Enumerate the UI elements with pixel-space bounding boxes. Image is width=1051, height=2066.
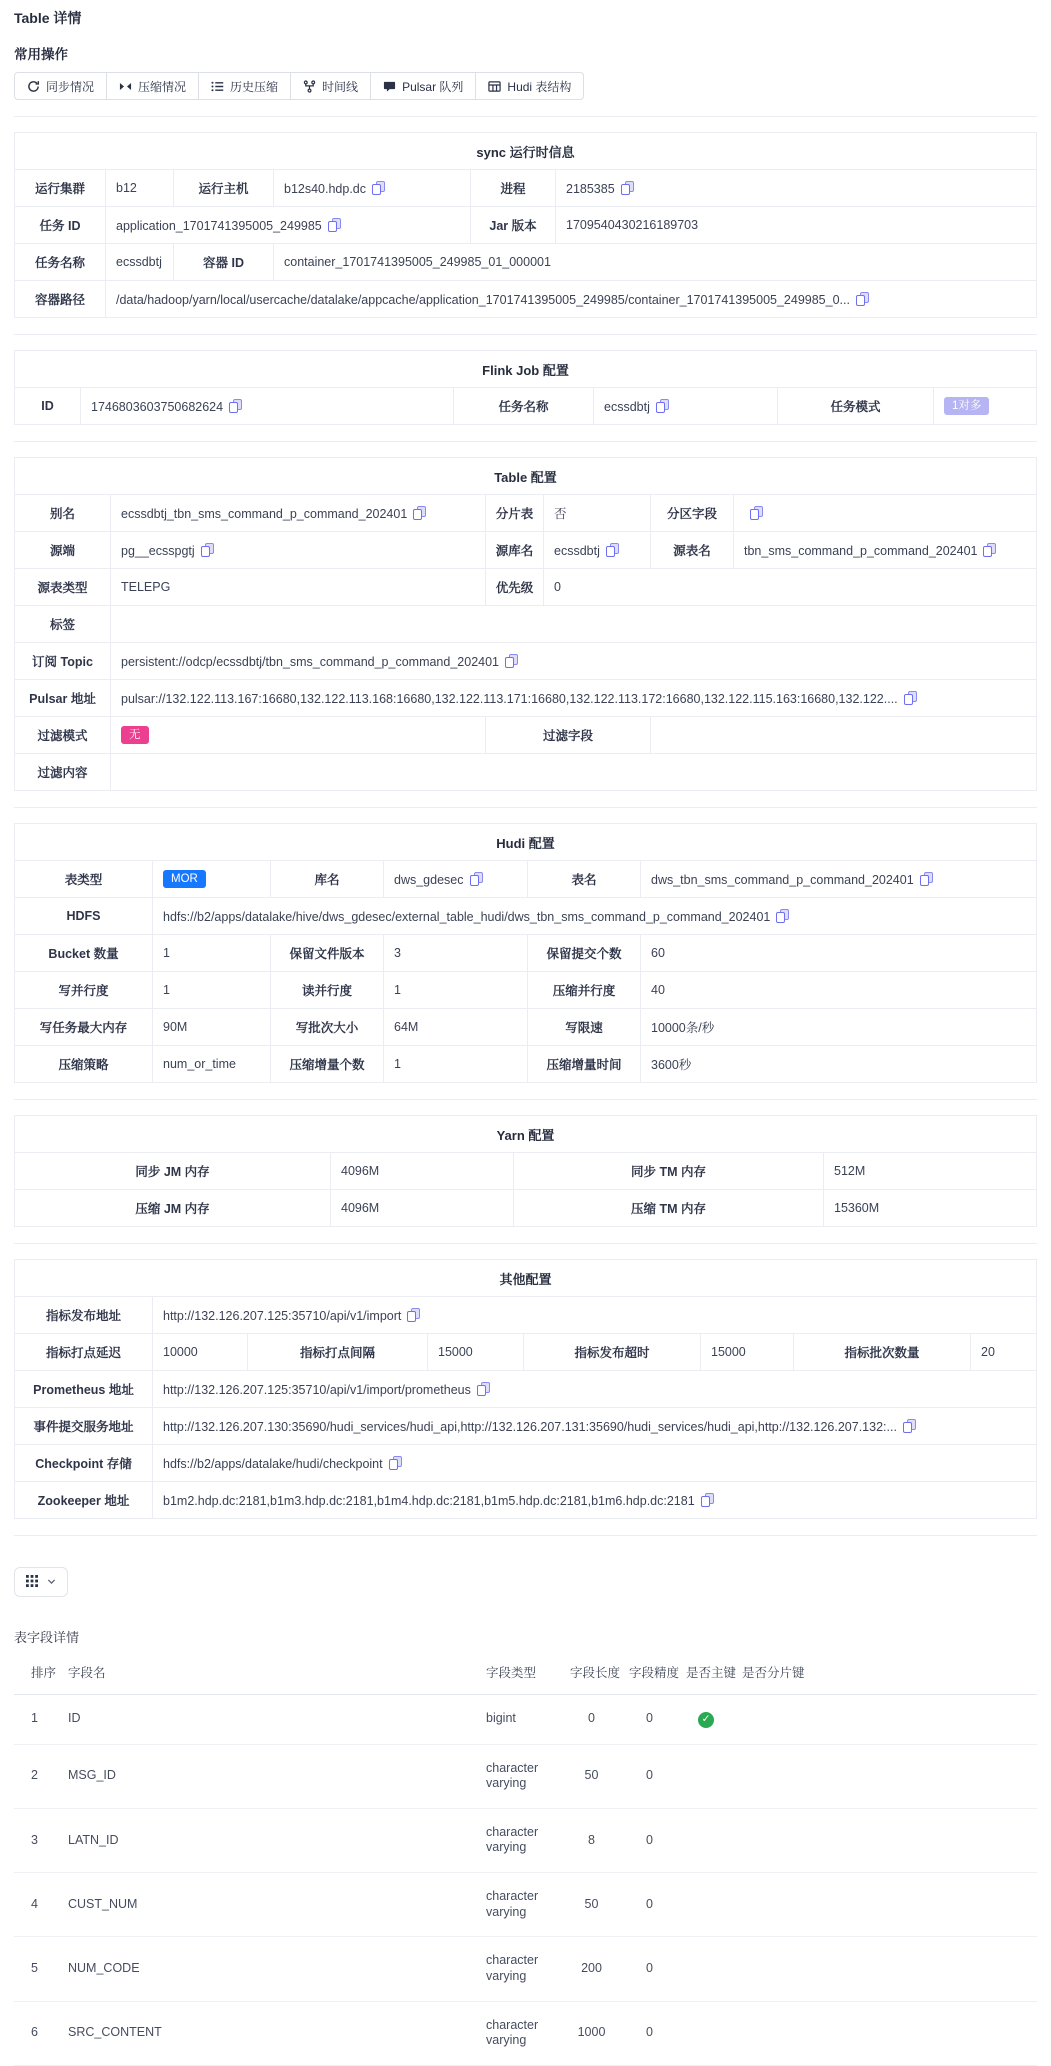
common-actions-title: 常用操作 (14, 47, 68, 62)
column-header: 是否分片键 (734, 1650, 809, 1695)
column-header-spacer (809, 1650, 1037, 1695)
label-cell: 容器路径 (15, 281, 106, 318)
timeline-button[interactable] (290, 72, 371, 100)
field-shard (734, 1808, 809, 1872)
column-header: 是否主键 (678, 1650, 734, 1695)
value-cell: application_1701741395005_249985 (106, 207, 471, 244)
hudi-schema-button[interactable] (475, 72, 584, 100)
label-cell: 压缩增量个数 (271, 1046, 384, 1083)
value-cell: 10000条/秒 (641, 1009, 1037, 1046)
label-cell: 指标发布超时 (524, 1334, 701, 1371)
label-cell: 优先级 (486, 569, 544, 606)
button-label: Pulsar 队列 (402, 79, 464, 94)
copy-icon[interactable] (983, 543, 996, 557)
label-cell: 分片表 (486, 495, 544, 532)
label-cell: 指标打点延迟 (15, 1334, 153, 1371)
label-cell: 同步 TM 内存 (514, 1153, 824, 1190)
copy-icon[interactable] (750, 506, 763, 520)
table-type-badge: MOR (163, 870, 206, 888)
value-cell: 90M (153, 1009, 271, 1046)
label-cell: 事件提交服务地址 (15, 1408, 153, 1445)
value-cell: hdfs://b2/apps/datalake/hive/dws_gdesec/external_table_hudi/dws_tbn_sms_command_p_command_202401 (153, 898, 1037, 935)
table-row (14, 1695, 1037, 1745)
value-cell: b12s40.hdp.dc (274, 170, 471, 207)
table-row (15, 643, 1037, 680)
value-cell: 3 (384, 935, 528, 972)
table-row (15, 1334, 1037, 1371)
label-cell: 读并行度 (271, 972, 384, 1009)
value-cell: 1 (153, 972, 271, 1009)
field-precision: 0 (621, 2001, 678, 2065)
field-seq: 4 (14, 1873, 60, 1937)
copy-icon[interactable] (701, 1493, 714, 1507)
label-cell: Pulsar 地址 (15, 680, 111, 717)
value-cell: b12 (106, 170, 174, 207)
actions-toolbar (14, 72, 584, 100)
grid-icon (25, 1574, 39, 1591)
value-cell (651, 717, 1037, 754)
table-row (15, 1009, 1037, 1046)
value-cell: /data/hadoop/yarn/local/usercache/datalake/appcache/application_1701741395005_249985/container_1701741395005_249985_0... (106, 281, 1037, 318)
value-cell: 否 (544, 495, 651, 532)
table-grid-icon (488, 80, 501, 93)
copy-icon[interactable] (372, 181, 385, 195)
copy-icon[interactable] (201, 543, 214, 557)
other-config-table (14, 1259, 1037, 1519)
field-seq: 6 (14, 2001, 60, 2065)
chevron-down-icon (46, 1575, 57, 1590)
field-shard (734, 1873, 809, 1937)
filter-mode-badge: 无 (121, 726, 149, 744)
label-cell: 运行主机 (174, 170, 274, 207)
value-cell (111, 606, 1037, 643)
field-length: 8 (562, 1808, 621, 1872)
value-cell: b1m2.hdp.dc:2181,b1m3.hdp.dc:2181,b1m4.hdp.dc:2181,b1m5.hdp.dc:2181,b1m6.hdp.dc:2181 (153, 1482, 1037, 1519)
page-title: Table 详情 (14, 10, 82, 26)
field-precision: 0 (621, 1744, 678, 1808)
field-shard (734, 1695, 809, 1745)
value-cell: ecssdbtj (594, 388, 778, 425)
section-divider (14, 116, 1037, 117)
value-cell: 2185385 (556, 170, 1037, 207)
value-cell: persistent://odcp/ecssdbtj/tbn_sms_command_p_command_202401 (111, 643, 1037, 680)
label-cell: Prometheus 地址 (15, 1371, 153, 1408)
field-type: character varying (478, 1808, 562, 1872)
table-row (14, 1744, 1037, 1808)
value-cell: http://132.126.207.125:35710/api/v1/import/prometheus (153, 1371, 1037, 1408)
field-type: character varying (478, 1937, 562, 2001)
value-cell: 10000 (153, 1334, 248, 1371)
copy-icon[interactable] (903, 1419, 916, 1433)
compress-status-button[interactable] (106, 72, 199, 100)
value-cell: 15360M (824, 1190, 1037, 1227)
value-cell: dws_tbn_sms_command_p_command_202401 (641, 861, 1037, 898)
value-cell: 1 (384, 972, 528, 1009)
field-length: 200 (562, 1937, 621, 2001)
value-cell (111, 717, 486, 754)
field-type: character varying (478, 1744, 562, 1808)
copy-icon[interactable] (776, 909, 789, 923)
section-title: sync 运行时信息 (15, 133, 1037, 170)
field-seq: 5 (14, 1937, 60, 2001)
section-title: Flink Job 配置 (15, 351, 1037, 388)
value-cell: 15000 (701, 1334, 794, 1371)
yarn-config-table (14, 1115, 1037, 1227)
field-shard (734, 2001, 809, 2065)
copy-icon[interactable] (389, 1456, 402, 1470)
value-cell: ecssdbtj (106, 244, 174, 281)
field-length: 0 (562, 1695, 621, 1745)
table-row (15, 1153, 1037, 1190)
field-name: NUM_CODE (60, 1937, 478, 2001)
label-cell: 压缩并行度 (528, 972, 641, 1009)
label-cell: 压缩 JM 内存 (15, 1190, 331, 1227)
section-title: 其他配置 (15, 1260, 1037, 1297)
table-fields-table (14, 1650, 1037, 2066)
table-row (15, 495, 1037, 532)
field-length: 50 (562, 1873, 621, 1937)
history-list-icon (211, 80, 224, 93)
label-cell: 压缩策略 (15, 1046, 153, 1083)
field-name: ID (60, 1695, 478, 1745)
table-row (15, 717, 1037, 754)
field-precision: 0 (621, 1695, 678, 1745)
field-precision: 0 (621, 1808, 678, 1872)
label-cell: 过滤字段 (486, 717, 651, 754)
label-cell: 任务 ID (15, 207, 106, 244)
value-cell: TELEPG (111, 569, 486, 606)
field-primary (678, 1873, 734, 1937)
field-seq: 1 (14, 1695, 60, 1745)
label-cell: ID (15, 388, 81, 425)
field-seq: 2 (14, 1744, 60, 1808)
field-type: bigint (478, 1695, 562, 1745)
value-cell: 60 (641, 935, 1037, 972)
label-cell: Bucket 数量 (15, 935, 153, 972)
field-type: character varying (478, 2001, 562, 2065)
value-cell: 4096M (331, 1190, 514, 1227)
label-cell: 指标发布地址 (15, 1297, 153, 1334)
label-cell: Jar 版本 (471, 207, 556, 244)
section-divider (14, 1243, 1037, 1244)
label-cell: 写任务最大内存 (15, 1009, 153, 1046)
field-primary (678, 2001, 734, 2065)
field-name: CUST_NUM (60, 1873, 478, 1937)
field-primary (678, 1808, 734, 1872)
field-type: character varying (478, 1873, 562, 1937)
primary-key-check-icon: ✓ (698, 1712, 714, 1728)
table-header-row (14, 1650, 1037, 1695)
button-label: Hudi 表结构 (507, 79, 572, 94)
table-row (14, 1937, 1037, 2001)
table-config-table (14, 457, 1037, 791)
table-row (15, 1445, 1037, 1482)
value-cell: 20 (971, 1334, 1037, 1371)
column-header: 排序 (14, 1650, 60, 1695)
table-row (14, 1873, 1037, 1937)
copy-icon[interactable] (505, 654, 518, 668)
label-cell: 任务名称 (454, 388, 594, 425)
column-header: 字段长度 (562, 1650, 621, 1695)
copy-icon[interactable] (229, 399, 242, 413)
label-cell: 写并行度 (15, 972, 153, 1009)
label-cell: Checkpoint 存储 (15, 1445, 153, 1482)
label-cell: 源表类型 (15, 569, 111, 606)
label-cell: 源库名 (486, 532, 544, 569)
pulsar-queue-button[interactable] (370, 72, 476, 100)
table-row (15, 388, 1037, 425)
label-cell: 任务模式 (778, 388, 934, 425)
value-cell: pulsar://132.122.113.167:16680,132.122.113.168:16680,132.122.113.171:16680,132.122.113.172:16680,132.122.115.163:16680,132.122.... (111, 680, 1037, 717)
value-cell: 1709540430216189703 (556, 207, 1037, 244)
table-row (15, 861, 1037, 898)
button-label: 压缩情况 (138, 79, 187, 94)
label-cell: HDFS (15, 898, 153, 935)
value-cell: ecssdbtj (544, 532, 651, 569)
section-divider (14, 1535, 1037, 1536)
copy-icon[interactable] (328, 218, 341, 232)
table-row (15, 1408, 1037, 1445)
value-cell: 1746803603750682624 (81, 388, 454, 425)
label-cell: 写限速 (528, 1009, 641, 1046)
copy-icon[interactable] (413, 506, 426, 520)
label-cell: 表名 (528, 861, 641, 898)
label-cell: 指标批次数量 (794, 1334, 971, 1371)
label-cell: 别名 (15, 495, 111, 532)
field-name: MSG_ID (60, 1744, 478, 1808)
label-cell: 同步 JM 内存 (15, 1153, 331, 1190)
section-title: Table 配置 (15, 458, 1037, 495)
sync-status-button[interactable] (14, 72, 107, 100)
copy-icon[interactable] (920, 872, 933, 886)
column-header: 字段名 (60, 1650, 478, 1695)
button-label: 时间线 (322, 79, 359, 94)
table-row (15, 281, 1037, 318)
value-cell: 3600秒 (641, 1046, 1037, 1083)
value-cell: http://132.126.207.130:35690/hudi_services/hudi_api,http://132.126.207.131:35690/hudi_services/hudi_api,http://132.126.207.132:... (153, 1408, 1037, 1445)
field-length: 50 (562, 1744, 621, 1808)
section-divider (14, 1099, 1037, 1100)
label-cell: 表类型 (15, 861, 153, 898)
value-cell: pg__ecsspgtj (111, 532, 486, 569)
label-cell: Zookeeper 地址 (15, 1482, 153, 1519)
table-row (15, 606, 1037, 643)
table-row (15, 754, 1037, 791)
value-cell: tbn_sms_command_p_command_202401 (734, 532, 1037, 569)
label-cell: 进程 (471, 170, 556, 207)
fields-section-title: 表字段详情 (14, 1630, 80, 1645)
table-row (15, 972, 1037, 1009)
value-cell: ecssdbtj_tbn_sms_command_p_command_202401 (111, 495, 486, 532)
field-precision: 0 (621, 1937, 678, 2001)
value-cell: 64M (384, 1009, 528, 1046)
label-cell: 源表名 (651, 532, 734, 569)
field-primary (678, 1744, 734, 1808)
value-cell: dws_gdesec (384, 861, 528, 898)
label-cell: 过滤内容 (15, 754, 111, 791)
column-header: 字段类型 (478, 1650, 562, 1695)
label-cell: 过滤模式 (15, 717, 111, 754)
value-cell: container_1701741395005_249985_01_000001 (274, 244, 1037, 281)
field-primary (678, 1937, 734, 2001)
table-row (15, 207, 1037, 244)
hudi-config-table (14, 823, 1037, 1083)
table-row (15, 1482, 1037, 1519)
value-cell: 0 (544, 569, 1037, 606)
table-row (15, 898, 1037, 935)
value-cell: 4096M (331, 1153, 514, 1190)
label-cell: 写批次大小 (271, 1009, 384, 1046)
column-settings-button[interactable] (14, 1567, 68, 1597)
section-divider (14, 807, 1037, 808)
table-row (15, 1190, 1037, 1227)
section-divider (14, 334, 1037, 335)
table-row (15, 1297, 1037, 1334)
copy-icon[interactable] (606, 543, 619, 557)
table-row (14, 2001, 1037, 2065)
value-cell: num_or_time (153, 1046, 271, 1083)
field-shard (734, 1937, 809, 2001)
label-cell: 源端 (15, 532, 111, 569)
sync-icon (27, 80, 40, 93)
section-title: Yarn 配置 (15, 1116, 1037, 1153)
label-cell: 运行集群 (15, 170, 106, 207)
value-cell (734, 495, 1037, 532)
value-cell: hdfs://b2/apps/datalake/hudi/checkpoint (153, 1445, 1037, 1482)
copy-icon[interactable] (904, 691, 917, 705)
value-cell: 40 (641, 972, 1037, 1009)
value-cell (153, 861, 271, 898)
field-name: LATN_ID (60, 1808, 478, 1872)
table-row (15, 1371, 1037, 1408)
label-cell: 库名 (271, 861, 384, 898)
value-cell: http://132.126.207.125:35710/api/v1/import (153, 1297, 1037, 1334)
section-divider (14, 441, 1037, 442)
copy-icon[interactable] (621, 181, 634, 195)
value-cell: 1 (153, 935, 271, 972)
field-precision: 0 (621, 1873, 678, 1937)
history-compress-button[interactable] (198, 72, 291, 100)
field-shard (734, 1744, 809, 1808)
copy-icon[interactable] (407, 1308, 420, 1322)
table-row (15, 532, 1037, 569)
label-cell: 压缩 TM 内存 (514, 1190, 824, 1227)
field-seq: 3 (14, 1808, 60, 1872)
label-cell: 容器 ID (174, 244, 274, 281)
copy-icon[interactable] (856, 292, 869, 306)
sync-runtime-table (14, 132, 1037, 318)
label-cell: 压缩增量时间 (528, 1046, 641, 1083)
table-row (15, 170, 1037, 207)
timeline-icon (303, 80, 316, 93)
compress-icon (119, 80, 132, 93)
label-cell: 保留提交个数 (528, 935, 641, 972)
table-row (15, 935, 1037, 972)
label-cell: 指标打点间隔 (248, 1334, 428, 1371)
label-cell: 分区字段 (651, 495, 734, 532)
value-cell: 15000 (428, 1334, 524, 1371)
label-cell: 订阅 Topic (15, 643, 111, 680)
value-cell (934, 388, 1037, 425)
value-cell (111, 754, 1037, 791)
table-row (15, 680, 1037, 717)
message-icon (383, 80, 396, 93)
value-cell: 1 (384, 1046, 528, 1083)
task-mode-badge: 1对多 (944, 397, 989, 415)
field-primary (678, 1695, 734, 1745)
flink-job-table (14, 350, 1037, 425)
table-row (15, 1046, 1037, 1083)
table-row (14, 1808, 1037, 1872)
table-row (15, 244, 1037, 281)
button-label: 历史压缩 (230, 79, 279, 94)
label-cell: 标签 (15, 606, 111, 643)
section-title: Hudi 配置 (15, 824, 1037, 861)
value-cell: 512M (824, 1153, 1037, 1190)
field-length: 1000 (562, 2001, 621, 2065)
copy-icon[interactable] (656, 399, 669, 413)
label-cell: 保留文件版本 (271, 935, 384, 972)
copy-icon[interactable] (477, 1382, 490, 1396)
button-label: 同步情况 (46, 79, 95, 94)
copy-icon[interactable] (470, 872, 483, 886)
column-header: 字段精度 (621, 1650, 678, 1695)
field-name: SRC_CONTENT (60, 2001, 478, 2065)
label-cell: 任务名称 (15, 244, 106, 281)
table-row (15, 569, 1037, 606)
